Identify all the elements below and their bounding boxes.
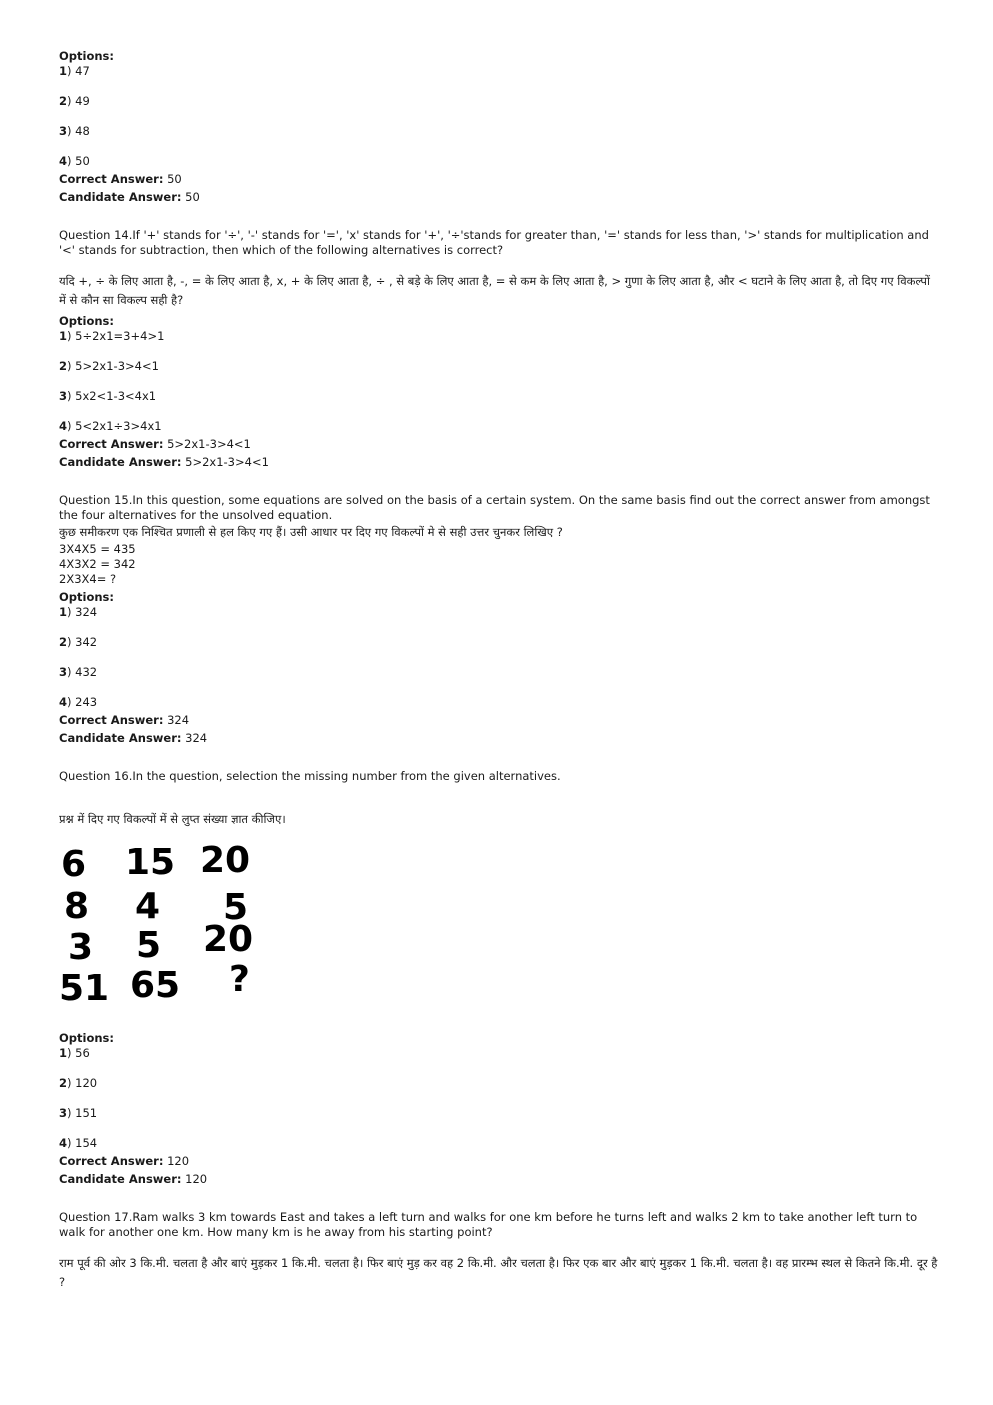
- puzzle-cell: 4: [135, 886, 161, 927]
- option-2: 2) 49: [59, 94, 90, 108]
- puzzle-cell: 8: [64, 886, 90, 927]
- option-1: 1) 56: [59, 1046, 90, 1060]
- puzzle-cell: 15: [125, 842, 176, 883]
- option-2: 2) 342: [59, 635, 98, 649]
- puzzle-cell: 3: [68, 927, 94, 968]
- equation-2: 4X3X2 = 342: [59, 557, 136, 571]
- option-2: 2) 5>2x1-3>4<1: [59, 359, 159, 373]
- option-4: 4) 5<2x1÷3>4x1: [59, 419, 162, 433]
- option-3: 3) 5x2<1-3<4x1: [59, 389, 157, 403]
- question-15-text-hi: कुछ समीकरण एक निश्चित प्रणाली से हल किए गए हैं। उसी आधार पर दिए गए विकल्पों मे से सही उत्तर चुनकर लिखिए ?: [59, 525, 563, 539]
- candidate-answer: Candidate Answer: 324: [59, 731, 208, 745]
- option-3: 3) 48: [59, 124, 90, 138]
- correct-answer: Correct Answer: 50: [59, 172, 182, 186]
- puzzle-cell: 20: [203, 919, 254, 960]
- puzzle-cell: 65: [130, 965, 181, 1006]
- option-1: 1) 5÷2x1=3+4>1: [59, 329, 165, 343]
- question-17-text-en: Question 17.Ram walks 3 km towards East and takes a left turn and walks for one km before he turns left and walks 2 km to take another left turn to walk for another one km. How many km is he away from his starting point?: [59, 1210, 918, 1239]
- correct-answer: Correct Answer: 5>2x1-3>4<1: [59, 437, 251, 451]
- question-paper: [59, 49, 939, 1292]
- question-17-section: [59, 1210, 939, 1292]
- question-15-text-en: Question 15.In this question, some equations are solved on the basis of a certain system. On the same basis find out the correct answer from amongst the four alternatives for the unsolved equation.: [59, 493, 930, 522]
- candidate-answer: Candidate Answer: 50: [59, 190, 200, 204]
- candidate-answer: Candidate Answer: 5>2x1-3>4<1: [59, 455, 269, 469]
- option-1: 1) 324: [59, 605, 98, 619]
- option-3: 3) 432: [59, 665, 98, 679]
- puzzle-cell: 6: [61, 844, 87, 885]
- puzzle-cell: 5: [136, 925, 162, 966]
- number-puzzle-figure: [59, 840, 279, 1013]
- question-17-text-hi: राम पूर्व की ओर 3 कि.मी. चलता है और बाएं मुड़कर 1 कि.मी. चलता है। फिर बाएं मुड़ कर वह 2 कि.मी. और चलता है। फिर एक बार और बाएं मुड़कर 1 कि.मी. चलता है। वह प्रारम्भ स्थल से कितने कि.मी. दूर है ?: [59, 1256, 938, 1289]
- question-16-text-hi: प्रश्न में दिए गए विकल्पों में से लुप्त संख्या ज्ञात कीजिए।: [59, 812, 286, 826]
- equation-3: 2X3X4= ?: [59, 572, 117, 586]
- candidate-answer: Candidate Answer: 120: [59, 1172, 208, 1186]
- option-1: 1) 47: [59, 64, 90, 78]
- options-label: Options:: [59, 1031, 114, 1045]
- options-label: Options:: [59, 49, 114, 63]
- puzzle-cell: 20: [200, 840, 251, 881]
- options-label: Options:: [59, 590, 114, 604]
- question-13-section: [59, 49, 939, 205]
- question-16-section: [59, 769, 939, 1187]
- puzzle-cell: 5: [223, 887, 249, 928]
- option-4: 4) 154: [59, 1136, 98, 1150]
- question-14-text-hi: यदि +, ÷ के लिए आता है, -, = के लिए आता है, x, + के लिए आता है, ÷ , से बड़े के लिए आता है, = से कम के लिए आता है, > गुणा के लिए आता है, और < घटाने के लिए आता है, तो दिए गए विकल्पों में से कौन सा विकल्प सही है?: [59, 274, 930, 307]
- puzzle-cell: ?: [229, 959, 250, 1000]
- correct-answer: Correct Answer: 324: [59, 713, 190, 727]
- option-4: 4) 243: [59, 695, 98, 709]
- puzzle-cell: 51: [59, 968, 110, 1009]
- question-14-text-en: Question 14.If '+' stands for '÷', '-' stands for '=', 'x' stands for '+', '÷'stands for greater than, '=' stands for less than, '>' stands for multiplication and '<' stands for subtraction, then which of the following alternatives is correct?: [59, 228, 929, 257]
- option-3: 3) 151: [59, 1106, 98, 1120]
- correct-answer: Correct Answer: 120: [59, 1154, 190, 1168]
- option-4: 4) 50: [59, 154, 90, 168]
- question-16-text-en: Question 16.In the question, selection the missing number from the given alternatives.: [59, 769, 561, 783]
- equation-1: 3X4X5 = 435: [59, 542, 136, 556]
- question-14-section: [59, 228, 939, 470]
- options-label: Options:: [59, 314, 114, 328]
- option-2: 2) 120: [59, 1076, 98, 1090]
- question-15-section: [59, 493, 939, 746]
